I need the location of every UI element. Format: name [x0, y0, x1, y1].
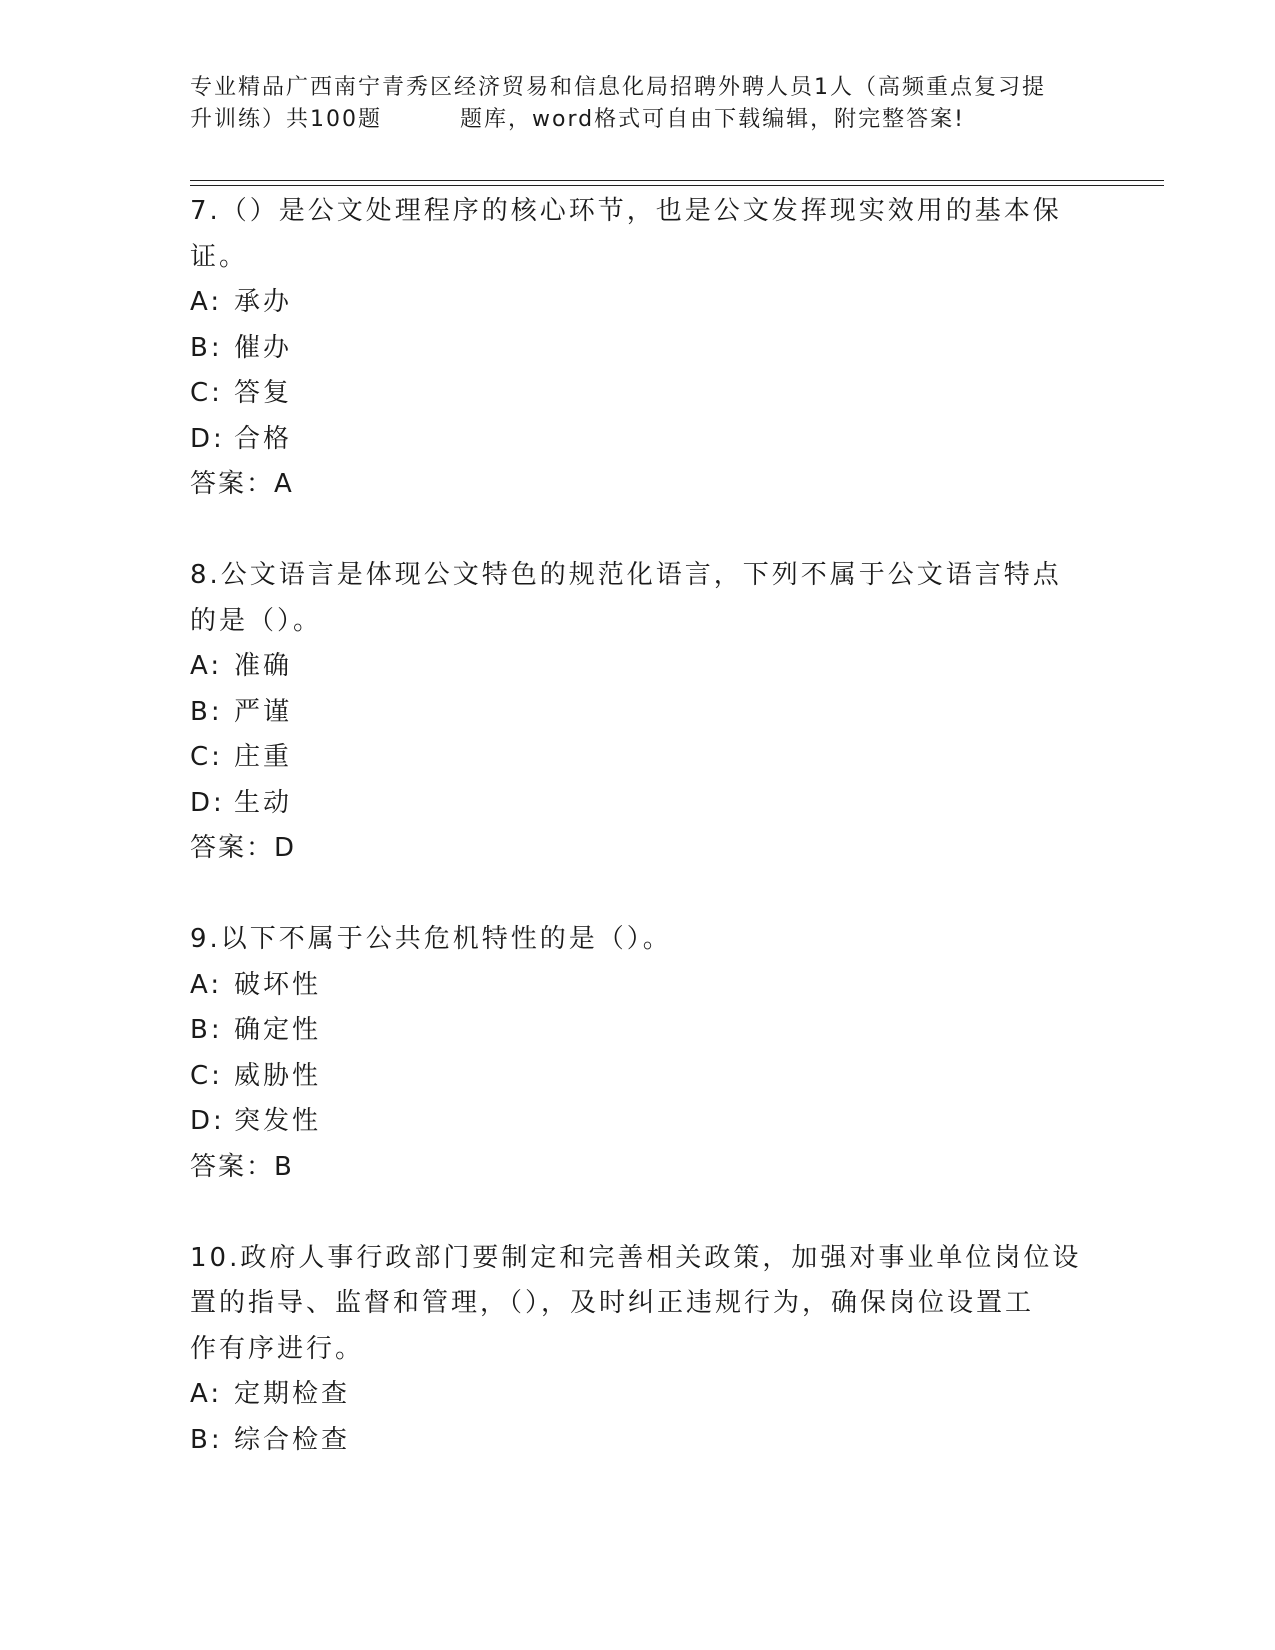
- option-text: 催办: [234, 332, 293, 363]
- question-item: [190, 553, 1090, 917]
- option-letter: A:: [190, 969, 223, 1000]
- option-letter: C:: [190, 742, 223, 772]
- question-item: [190, 1236, 1090, 1464]
- header-line-2-part-a: 升训练）共100题: [190, 107, 382, 132]
- option-text: 定期检查: [234, 1379, 351, 1409]
- option-letter: A:: [190, 1379, 223, 1409]
- answer-text: 答案：B: [190, 1151, 294, 1182]
- option-letter: C:: [190, 378, 223, 408]
- option-text: 破坏性: [234, 969, 322, 1000]
- question-line: 7.（）是公文处理程序的核心环节，也是公文发挥现实效用的基本保: [190, 196, 1062, 226]
- question-line: 10.政府人事行政部门要制定和完善相关政策，加强对事业单位岗位设: [190, 1242, 1082, 1273]
- header-divider-top: [190, 180, 1164, 181]
- option-b: [190, 690, 1090, 736]
- option-letter: A:: [190, 651, 223, 681]
- option-d: [190, 417, 1090, 463]
- question-line: 证。: [190, 241, 249, 272]
- question-line: 的是（）。: [190, 605, 323, 636]
- question-item: [190, 917, 1090, 1236]
- option-d: [190, 1099, 1090, 1145]
- option-letter: D:: [190, 423, 225, 454]
- answer-text: 答案：A: [190, 469, 294, 499]
- question-text: [190, 553, 1090, 644]
- option-text: 综合检查: [234, 1424, 351, 1455]
- question-line: 9.以下不属于公共危机特性的是（）。: [190, 924, 672, 954]
- option-text: 合格: [234, 423, 293, 454]
- option-letter: D:: [190, 1106, 225, 1136]
- question-text: [190, 189, 1090, 280]
- option-text: 突发性: [234, 1106, 322, 1136]
- option-text: 确定性: [234, 1015, 322, 1045]
- option-text: 威胁性: [234, 1060, 322, 1091]
- option-text: 严谨: [234, 696, 293, 727]
- option-letter: B:: [190, 696, 223, 727]
- question-list: [190, 189, 1090, 1463]
- option-a: [190, 280, 1090, 326]
- question-line: 置的指导、监督和管理，（），及时纠正违规行为，确保岗位设置工: [190, 1288, 1035, 1318]
- header-line-1: 专业精品广西南宁青秀区经济贸易和信息化局招聘外聘人员1人（高频重点复习提: [190, 75, 1046, 100]
- question-text: [190, 917, 1090, 963]
- option-d: [190, 781, 1090, 827]
- option-text: 承办: [234, 287, 293, 317]
- header-line-2: [190, 104, 1090, 136]
- option-text: 答复: [234, 378, 293, 408]
- header-line-2-part-b: 题库，word格式可自由下载编辑，附完整答案!: [460, 107, 965, 132]
- option-a: [190, 644, 1090, 690]
- option-a: [190, 1372, 1090, 1418]
- option-c: [190, 1054, 1090, 1100]
- question-line: 作有序进行。: [190, 1333, 365, 1364]
- option-letter: B:: [190, 1015, 223, 1045]
- header-divider-bottom: [190, 185, 1164, 186]
- option-b: [190, 326, 1090, 372]
- question-line: 8.公文语言是体现公文特色的规范化语言，下列不属于公文语言特点: [190, 560, 1062, 590]
- option-c: [190, 371, 1090, 417]
- option-letter: B:: [190, 332, 223, 363]
- page-header: [190, 72, 1090, 136]
- answer-text: 答案：D: [190, 833, 297, 863]
- option-a: [190, 963, 1090, 1009]
- option-text: 生动: [234, 787, 293, 818]
- option-letter: D:: [190, 787, 225, 818]
- option-c: [190, 735, 1090, 781]
- option-b: [190, 1008, 1090, 1054]
- question-item: [190, 189, 1090, 553]
- option-letter: C:: [190, 1060, 223, 1091]
- option-letter: A:: [190, 287, 223, 317]
- option-b: [190, 1418, 1090, 1464]
- option-text: 庄重: [234, 742, 293, 772]
- question-text: [190, 1236, 1090, 1373]
- option-text: 准确: [234, 651, 293, 681]
- option-letter: B:: [190, 1424, 223, 1455]
